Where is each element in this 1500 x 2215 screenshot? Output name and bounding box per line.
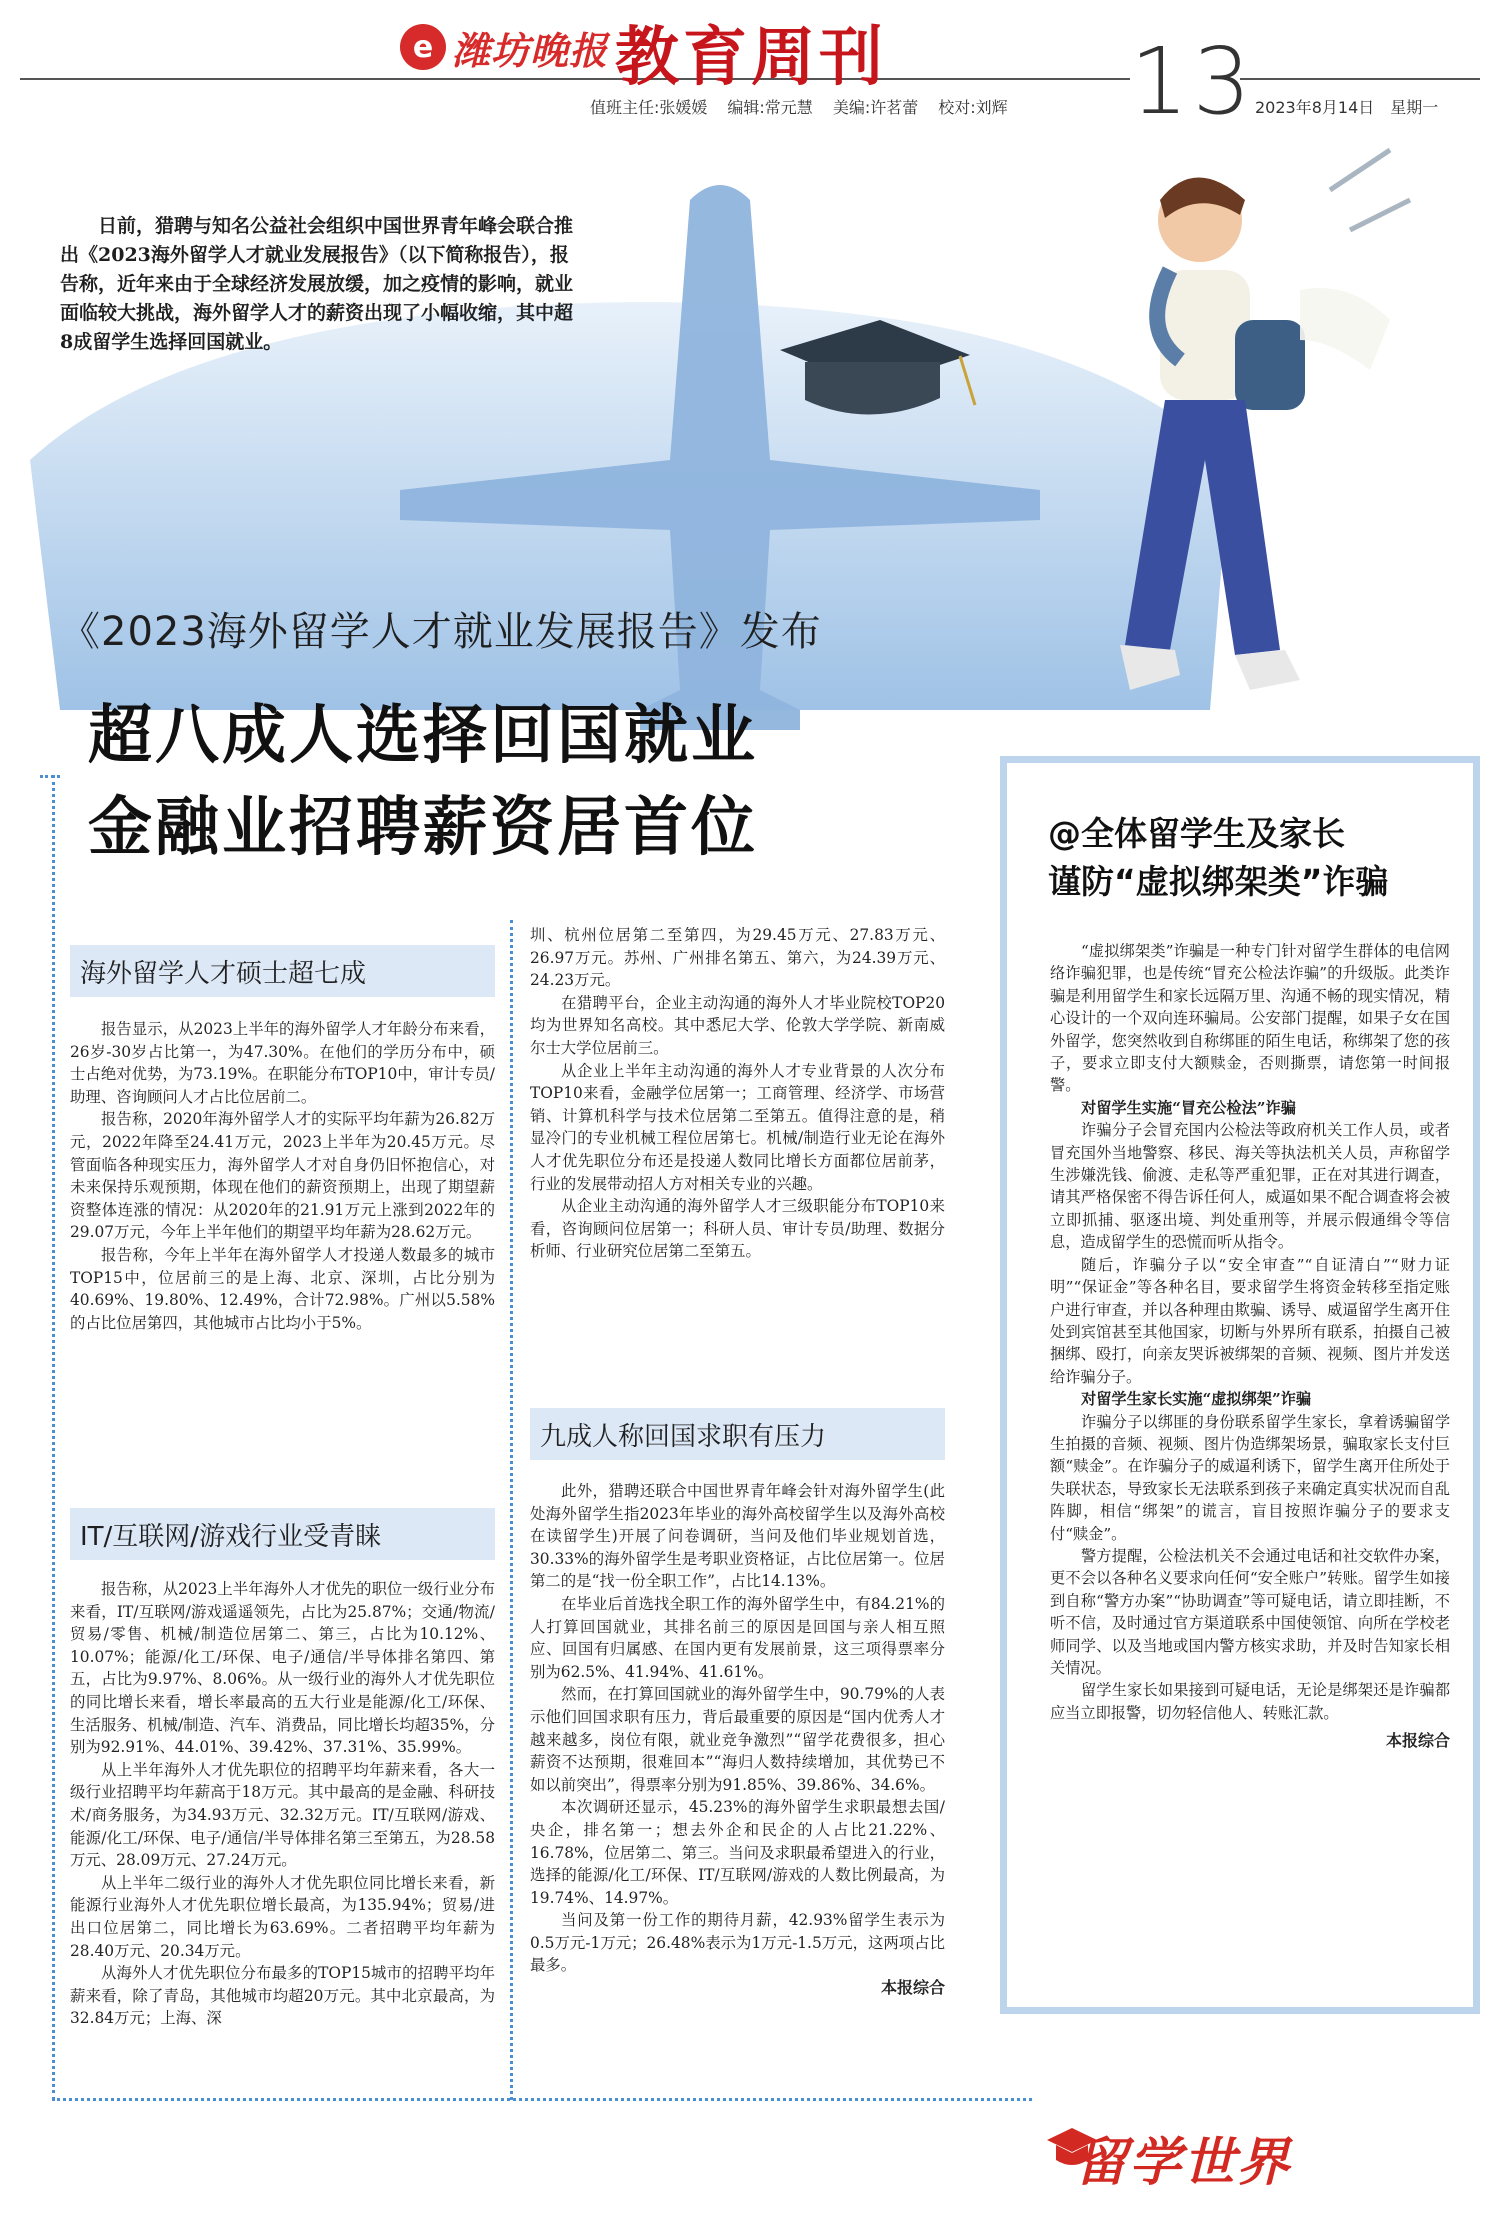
main-headline xyxy=(88,690,758,874)
paragraph: 从企业主动沟通的海外留学人才三级职能分布TOP10来看，咨询顾问位居第一；科研人员、审计专员/助理、数据分析师、行业研究位居第二至第五。 xyxy=(530,1197,945,1261)
bottom-rule xyxy=(52,2098,1032,2101)
paragraph: 此外，猎聘还联合中国世界青年峰会针对海外留学生(此处海外留学生指2023年毕业的海外高校留学生以及海外高校在读留学生)开展了问卷调研，当问及他们毕业规划首选，30.33%的海外留学生是考职业资格证，占比位居第一。位居第二的是“找一份全职工作”，占比14.13%。 xyxy=(530,1482,945,1591)
paragraph: 诈骗分子以绑匪的身份联系留学生家长，拿着诱骗留学生拍摄的音频、视频、图片伪造绑架场景，骗取家长支付巨额“赎金”。在诈骗分子的威逼利诱下，留学生离开住所处于失联状态，导致家长无法联系到孩子来确定真实状况而自乱阵脚，相信“绑架”的谎言，盲目按照诈骗分子的要求支付“赎金”。 xyxy=(1050,1412,1450,1543)
paragraph: 本次调研还显示，45.23%的海外留学生求职最想去国/央企，排名第一；想去外企和民企的人占比21.22%、16.78%，位居第二、第三。当问及求职最希望进入的行业，选择的能源/化工/环保、IT/互联网/游戏的人数比例最高，为19.74%、14.97%。 xyxy=(530,1798,945,1907)
paragraph: 报告称，从2023上半年海外人才优先的职位一级行业分布来看，IT/互联网/游戏遥遥领先，占比为25.87%；交通/物流/贸易/零售、机械/制造位居第二、第三，占比为10.12%、10.07%；能源/化工/环保、电子/通信/半导体排名第四、第五，占比为9.97%、8.06%。从一级行业的海外人才优先职位的同比增长来看，增长率最高的五大行业是能源/化工/环保、生活服务、机械/制造、汽车、消费品，同比增长均超35%，分别为92.91%、44.01%、39.42%、37.31%、35.99%。 xyxy=(70,1580,495,1757)
credit-item: 校对:刘辉 xyxy=(938,98,1008,117)
headline-line: 超八成人选择回国就业 xyxy=(88,699,758,773)
kicker-title: 《2023海外留学人才就业发展报告》发布 xyxy=(60,609,822,655)
column-rule-middle xyxy=(510,920,513,2100)
paragraph: 诈骗分子会冒充国内公检法等政府机关工作人员，或者冒充国外当地警察、移民、海关等执法机关人员，声称留学生涉嫌洗钱、偷渡、走私等严重犯罪，正在对其进行调查，请其严格保密不得告诉任何人，威逼如果不配合调查将会被立即抓捕、驱逐出境、判处重刑等，并展示假通缉令等信息，造成留学生的恐慌而听从指令。 xyxy=(1050,1121,1450,1252)
paragraph: 从海外人才优先职位分布最多的TOP15城市的招聘平均年薪来看，除了青岛，其他城市均超20万元。其中北京最高，为32.84万元；上海、深 xyxy=(70,1964,495,2028)
sidebar-subhead: 对留学生实施“冒充公检法”诈骗 xyxy=(1081,1098,1296,1117)
masthead-rule xyxy=(20,78,1130,80)
credit-item: 值班主任:张媛媛 xyxy=(590,98,708,117)
paragraph: “虚拟绑架类”诈骗是一种专门针对留学生群体的电信网络诈骗犯罪，也是传统“冒充公检法诈骗”的升级版。此类诈骗是利用留学生和家长远隔万里、沟通不畅的现实情况，精心设计的一个双向连环骗局。公安部门提醒，如果子女在国外留学，您突然收到自称绑匪的陌生电话，称绑架了您的孩子，要求立即支付大额赎金，否则撕票，请您第一时间报警。 xyxy=(1050,942,1450,1095)
column-brand: 留学世界 xyxy=(1075,2133,1292,2193)
top-rule-stub xyxy=(40,775,60,778)
sidebar-title-line: @全体留学生及家长 xyxy=(1048,814,1345,853)
subheading-pressure: 九成人称回国求职有压力 xyxy=(530,1408,945,1460)
article-source: 本报综合 xyxy=(880,1978,945,1998)
paper-name: 潍坊晚报 xyxy=(452,28,609,73)
paragraph: 在猎聘平台，企业主动沟通的海外人才毕业院校TOP20均为世界知名高校。其中悉尼大学、伦敦大学学院、新南威尔士大学位居前三。 xyxy=(530,993,945,1057)
paragraph: 从上半年海外人才优先职位的招聘平均年薪来看，各大一级行业招聘平均年薪高于18万元。其中最高的是金融、科研技术/商务服务，为34.93万元、32.32万元。IT/互联网/游戏、能源/化工/环保、电子/通信/半导体排名第三至第五，为28.58万元、28.09万元、27.24万元。 xyxy=(70,1760,495,1870)
paragraph: 留学生家长如果接到可疑电话，无论是绑架还是诈骗都应当立即报警，切勿轻信他人、转账汇款。 xyxy=(1050,1681,1450,1722)
credit-item: 美编:许茗蕾 xyxy=(832,98,919,117)
intro-paragraph: 日前，猎聘与知名公益社会组织中国世界青年峰会联合推出《2023海外留学人才就业发展报告》（以下简称报告），报告称，近年来由于全球经济发展放缓，加之疫情的影响，就业面临较大挑战，海外留学人才的薪资出现了小幅收缩，其中超8成留学生选择回国就业。 xyxy=(60,215,574,353)
sidebar-source: 本报综合 xyxy=(1385,1731,1450,1751)
sidebar-title-line: 谨防“虚拟绑架类”诈骗 xyxy=(1048,862,1389,901)
paragraph: 从企业上半年主动沟通的海外人才专业背景的人次分布TOP10来看，金融学位居第一；工商管理、经济学、市场营销、计算机科学与技术位居第二至第五。值得注意的是，稍显冷门的专业机械工程位居第七。机械/制造行业无论在海外人才优先职位分布还是投递人数同比增长方面都位居前茅，行业的发展带动招人方对相关专业的兴趣。 xyxy=(530,1061,945,1193)
newspaper-logo xyxy=(400,22,608,72)
column-2-part-2 xyxy=(530,1480,945,2000)
logo-mark-icon: e xyxy=(400,24,446,70)
paragraph: 从上半年二级行业的海外人才优先职位同比增长来看，新能源行业海外人才优先职位增长最高，为135.94%；贸易/进出口位居第二，同比增长为63.69%。二者招聘平均年薪为28.40万元、20.34万元。 xyxy=(70,1873,495,1960)
paragraph: 警方提醒，公检法机关不会通过电话和社交软件办案，更不会以各种名义要求向任何“安全账户”转账。留学生如接到自称“警方办案”“协助调查”等可疑电话，请立即挂断，不听不信，及时通过官方渠道联系中国使领馆、向所在学校老师同学、以及当地或国内警方核实求助，并及时告知家长相关情况。 xyxy=(1050,1546,1450,1677)
paragraph: 圳、杭州位居第二至第四，为29.45万元、27.83万元、26.97万元。苏州、广州排名第五、第六，为24.39万元、24.23万元。 xyxy=(530,926,945,990)
paragraph: 报告称，今年上半年在海外留学人才投递人数最多的城市TOP15中，位居前三的是上海、北京、深圳，占比分别为40.69%、19.80%、12.49%，合计72.98%。广州以5.58%的占比位居第四，其他城市占比均小于5%。 xyxy=(70,1245,495,1332)
headline-line: 金融业招聘薪资居首位 xyxy=(88,791,758,865)
subheading-it-industry: IT/互联网/游戏行业受青睐 xyxy=(70,1508,495,1560)
staff-credits xyxy=(590,95,1008,118)
paragraph: 然而，在打算回国就业的海外留学生中，90.79%的人表示他们回国求职有压力，背后最重要的原因是“国内优秀人才越来越多，岗位有限，就业竞争激烈”“留学花费很多，担心薪资不达预期，很难回本”“海归人数持续增加，其优势已不如以前突出”，得票率分别为91.85%、39.86%、34.6%。 xyxy=(530,1685,945,1794)
dateline: 2023年8月14日 星期一 xyxy=(1255,98,1439,117)
paragraph: 当问及第一份工作的期待月薪，42.93%留学生表示为0.5万元-1万元；26.48%表示为1万元-1.5万元，这两项占比最多。 xyxy=(530,1911,945,1975)
sidebar-body xyxy=(1050,940,1450,1753)
column-rule-left xyxy=(52,775,55,2100)
paragraph: 报告称，2020年海外留学人才的实际平均年薪为26.82万元，2022年降至24.41万元，2023上半年为20.45万元。尽管面临各种现实压力，海外留学人才对自身仍旧怀抱信心，对未来保持乐观预期，体现在他们的薪资预期上，出现了期望薪资整体连涨的情况：从2020年的21.91万元上涨到2022年的29.07万元，今年上半年他们的期望平均年薪为28.62万元。 xyxy=(70,1110,495,1242)
page-number: 13 xyxy=(1130,28,1256,135)
column-1-part-2 xyxy=(70,1578,495,2030)
paragraph: 在毕业后首选找全职工作的海外留学生中，有84.21%的人打算回国就业，其排名前三的原因是回国与亲人相互照应、回国有归属感、在国内更有发展前景，这三项得票率分别为62.5%、41.94%、41.61%。 xyxy=(530,1594,945,1681)
column-2-part-1 xyxy=(530,924,945,1263)
sidebar-title xyxy=(1048,810,1388,906)
column-1-part-1 xyxy=(70,1018,495,1334)
subheading-master-degree: 海外留学人才硕士超七成 xyxy=(70,945,495,997)
paragraph: 随后，诈骗分子以“安全审查”“自证清白”“财力证明”“保证金”等各种名目，要求留学生将资金转移至指定账户进行审查，并以各种理由欺骗、诱导、威逼留学生离开住处到宾馆甚至其他国家，切断与外界所有联系，拍摄自己被捆绑、殴打，向亲友哭诉被绑架的音频、视频、图片并发送给诈骗分子。 xyxy=(1050,1255,1450,1386)
sidebar-subhead: 对留学生家长实施“虚拟绑架”诈骗 xyxy=(1081,1390,1312,1409)
section-title: 教育周刊 xyxy=(615,21,887,95)
credit-item: 编辑:常元慧 xyxy=(727,98,813,117)
student-figure-icon xyxy=(1120,150,1410,690)
paragraph: 报告显示，从2023上半年的海外留学人才年龄分布来看，26岁-30岁占比第一，为47.30%。在他们的学历分布中，硕士占绝对优势，为73.19%。在职能分布TOP10中，审计专员/助理、咨询顾问人才占比位居前二。 xyxy=(70,1020,495,1106)
masthead-rule-right xyxy=(1240,78,1480,80)
